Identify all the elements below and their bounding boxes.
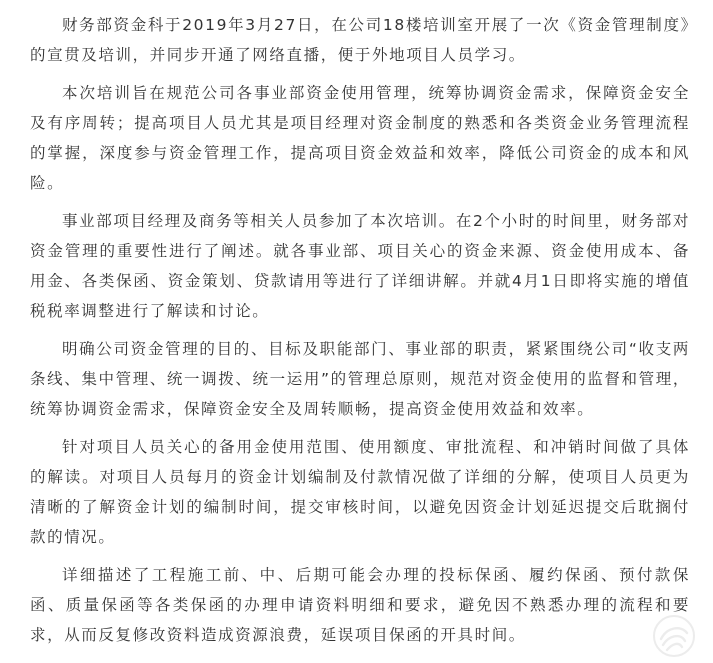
paragraph-6: 详细描述了工程施工前、中、后期可能会办理的投标保函、履约保函、预付款保函、质量保函等各类保函的办理申请资料明细和要求，避免因不熟悉办理的流程和要求，从而反复修改资料造成资源浪费，延误项目保函的开具时间。 [30,566,690,644]
article-body [30,10,690,658]
paragraph-4: 明确公司资金管理的目的、目标及职能部门、事业部的职责，紧紧围绕公司“收支两条线、集中管理、统一调拨、统一运用”的管理总原则，规范对资金使用的监督和管理，统筹协调资金需求，保障资金安全及周转顺畅，提高资金使用效益和效率。 [30,340,690,418]
paragraph-1: 财务部资金科于2019年3月27日，在公司18楼培训室开展了一次《资金管理制度》的宣贯及培训，并同步开通了网络直播，便于外地项目人员学习。 [30,16,690,64]
paragraph-2: 本次培训旨在规范公司各事业部资金使用管理，统筹协调资金需求，保障资金安全及有序周转；提高项目人员尤其是项目经理对资金制度的熟悉和各类资金业务管理流程的掌握，深度参与资金管理工作，提高项目资金效益和效率，降低公司资金的成本和风险。 [30,84,690,192]
paragraph-5: 针对项目人员关心的备用金使用范围、使用额度、审批流程、和冲销时间做了具体的解读。对项目人员每月的资金计划编制及付款情况做了详细的分解，使项目人员更为清晰的了解资金计划的编制时间，提交审核时间，以避免因资金计划延迟提交后耽搁付款的情况。 [30,438,690,546]
paragraph-3: 事业部项目经理及商务等相关人员参加了本次培训。在2个小时的时间里，财务部对资金管理的重要性进行了阐述。就各事业部、项目关心的资金来源、资金使用成本、备用金、各类保函、资金策划、贷款请用等进行了详细讲解。并就4月1日即将实施的增值税税率调整进行了解读和讨论。 [30,212,690,320]
swirl-logo-icon [651,613,697,659]
